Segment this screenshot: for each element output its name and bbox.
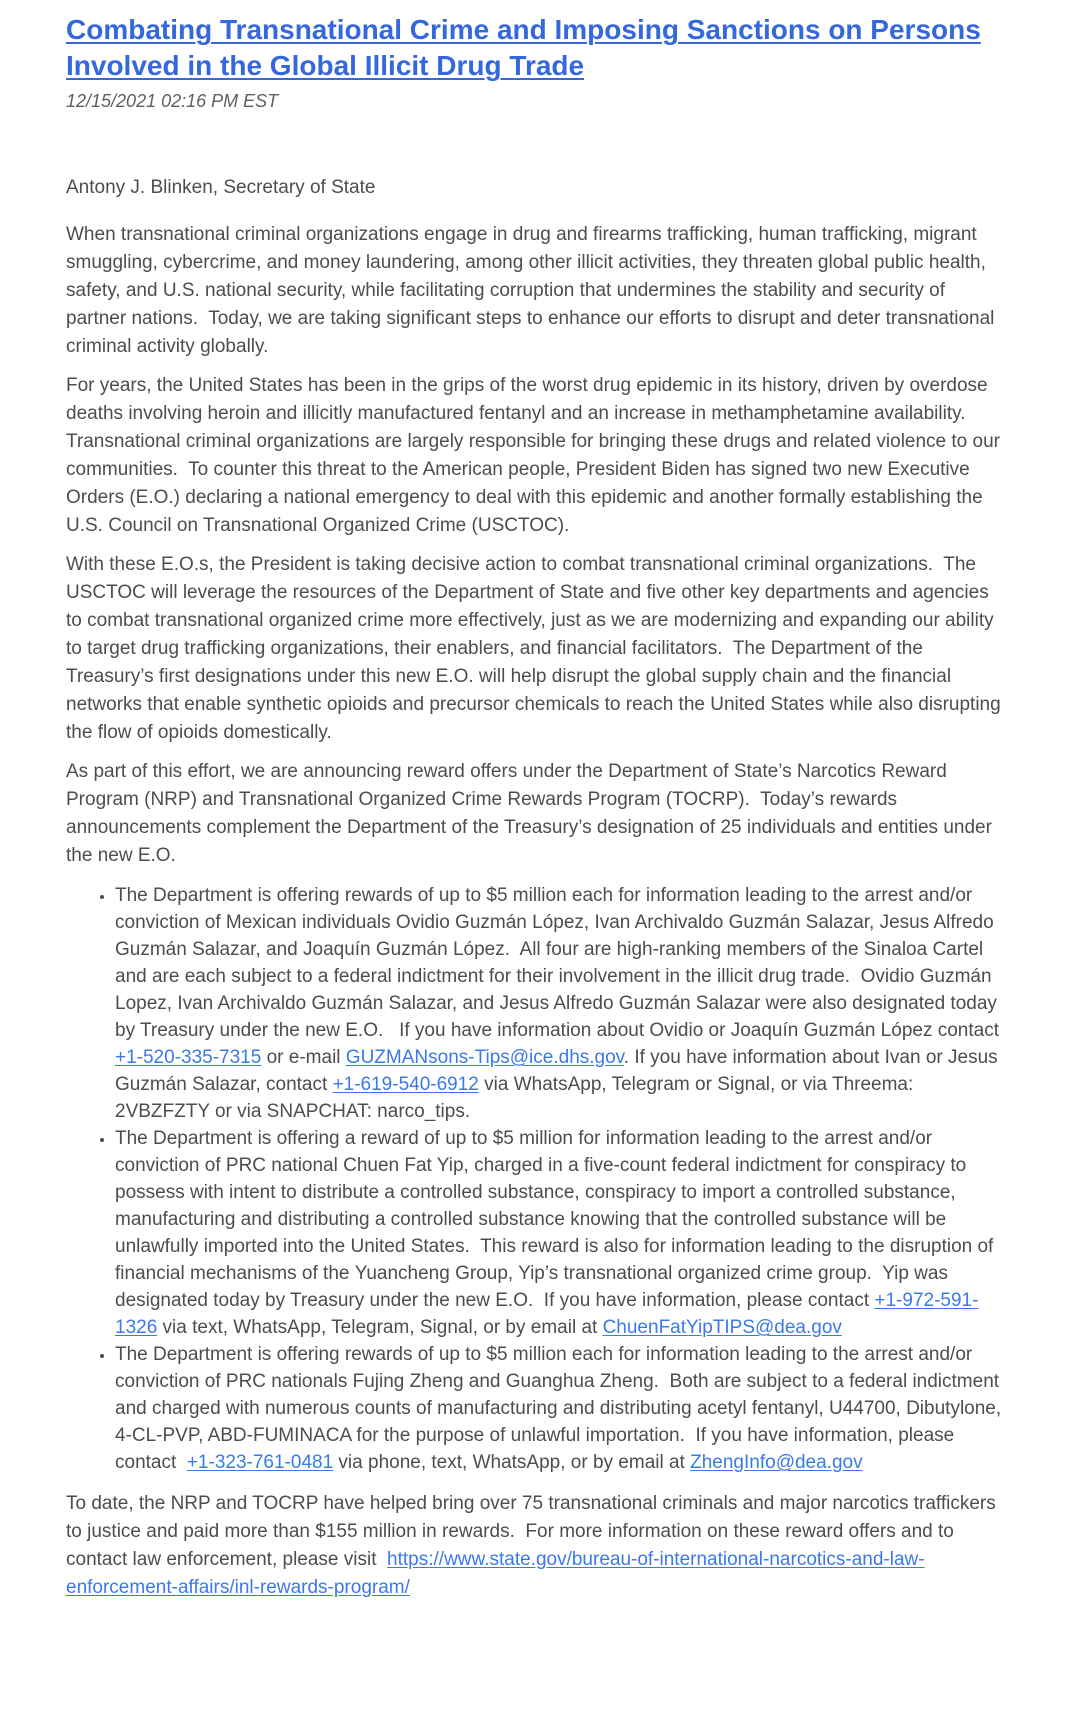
page-title <box>66 12 1005 84</box>
inline-link[interactable]: ChuenFatYipTIPS@dea.gov <box>602 1317 842 1338</box>
title-link[interactable]: Combating Transnational Crime and Imposing Sanctions on Persons Involved in the Global Illicit Drug Trade <box>66 14 981 81</box>
closing-paragraph <box>66 1490 1005 1602</box>
text-run: When transnational criminal organizations engage in drug and firearms trafficking, human trafficking, migrant smuggling, cybercrime, and money laundering, among other illicit activities, they threaten global public health, safety, and U.S. national security, while facilitating corruption that undermines the stability and security of partner nations. Today, we are taking significant steps to enhance our efforts to disrupt and deter transnational criminal activity globally. <box>66 224 1000 357</box>
text-run: via WhatsApp, Telegram or Signal, or via Threema: 2VBZFZTY or via SNAPCHAT: narco_tips. <box>115 1074 919 1122</box>
text-run: For years, the United States has been in the grips of the worst drug epidemic in its history, driven by overdose deaths involving heroin and illicitly manufactured fentanyl and an increase in methamphetamine availability. Transnational criminal organizations are largely responsible for bringing these drugs and related violence to our communities. To counter this threat to the American people, President Biden has signed two new Executive Orders (E.O.) declaring a national emergency to deal with this epidemic and another formally establishing the U.S. Council on Transnational Organized Crime (USCTOC). <box>66 375 1006 536</box>
timestamp: 12/15/2021 02:16 PM EST <box>66 91 279 111</box>
paragraph-executive-orders <box>66 551 1005 747</box>
text-run: As part of this effort, we are announcing reward offers under the Department of State’s Narcotics Reward Program (NRP) and Transnational Organized Crime Rewards Program (TOCRP). Today’s rewards announcements complement the Department of the Treasury’s designation of 25 individuals and entities under the new E.O. <box>66 761 998 866</box>
bullet-item-guzman <box>115 882 1005 1125</box>
text-run: The Department is offering rewards of up to $5 million each for information leading to the arrest and/or conviction of PRC nationals Fujing Zheng and Guanghua Zheng. Both are subject to a federal indictment and charged with numerous counts of manufacturing and distributing acetyl fentanyl, U44700, Dibutylone, 4-CL-PVP, ABD-FUMINACA for the purpose of unlawful importation. If you have information, please contact <box>115 1344 1007 1473</box>
text-run: via phone, text, WhatsApp, or by email at <box>333 1452 691 1473</box>
reward-bullet-list <box>66 882 1005 1476</box>
text-run: With these E.O.s, the President is taking decisive action to combat transnational criminal organizations. The USCTOC will leverage the resources of the Department of State and five other key departments and agencies to combat transnational organized crime more effectively, just as we are modernizing and expanding our ability to target drug trafficking organizations, their enablers, and financial facilitators. The Department of the Treasury’s first designations under this new E.O. will help disrupt the global supply chain and the financial networks that enable synthetic opioids and precursor chemicals to reach the United States while also disrupting the flow of opioids domestically. <box>66 554 1006 743</box>
byline: Antony J. Blinken, Secretary of State <box>66 177 376 198</box>
text-run: . If you have information about Ivan or Jesus Guzmán Salazar, contact <box>115 1047 1003 1095</box>
text-run: via text, WhatsApp, Telegram, Signal, or by email at <box>157 1317 603 1338</box>
text-run: The Department is offering a reward of up to $5 million for information leading to the arrest and/or conviction of PRC national Chuen Fat Yip, charged in a five-count federal indictment for conspiracy to possess with intent to distribute a controlled substance, conspiracy to import a controlled substance, manufacturing and distributing a controlled substance knowing that the controlled substance will be unlawfully imported into the United States. This reward is also for information leading to the disruption of financial mechanisms of the Yuancheng Group, Yip’s transnational organized crime group. Yip was designated today by Treasury under the new E.O. If you have information, please contact <box>115 1128 999 1311</box>
inline-link[interactable]: ZhengInfo@dea.gov <box>690 1452 863 1473</box>
inline-link[interactable]: +1-619-540-6912 <box>332 1074 479 1095</box>
bullet-item-zheng <box>115 1341 1005 1476</box>
text-run: or e-mail <box>261 1047 346 1068</box>
inline-link[interactable]: GUZMANsons-Tips@ice.dhs.gov <box>345 1047 624 1068</box>
bullet-item-yip <box>115 1125 1005 1341</box>
inline-link[interactable]: https://www.state.gov/bureau-of-international-narcotics-and-law-enforcement-affairs/inl-rewards-program/ <box>66 1549 925 1598</box>
paragraph-intro <box>66 221 1005 361</box>
inline-link[interactable]: +1-323-761-0481 <box>186 1452 334 1473</box>
text-run: To date, the NRP and TOCRP have helped bring over 75 transnational criminals and major narcotics traffickers to justice and paid more than $155 million in rewards. For more information on these reward offers and to contact law enforcement, please visit <box>66 1493 1002 1570</box>
inline-link[interactable]: +1-972-591-1326 <box>115 1290 979 1338</box>
inline-link[interactable]: +1-520-335-7315 <box>115 1047 262 1068</box>
text-run: The Department is offering rewards of up to $5 million each for information leading to the arrest and/or conviction of Mexican individuals Ovidio Guzmán López, Ivan Archivaldo Guzmán Salazar, Jesus Alfredo Guzmán Salazar, and Joaquín Guzmán López. All four are high-ranking members of the Sinaloa Cartel and are each subject to a federal indictment for their involvement in the illicit drug trade. Ovidio Guzmán Lopez, Ivan Archivaldo Guzmán Salazar, and Jesus Alfredo Guzmán Salazar were also designated today by Treasury under the new E.O. If you have information about Ovidio or Joaquín Guzmán López contact <box>115 885 1005 1041</box>
paragraph-reward-offers <box>66 758 1005 870</box>
paragraph-epidemic <box>66 372 1005 540</box>
